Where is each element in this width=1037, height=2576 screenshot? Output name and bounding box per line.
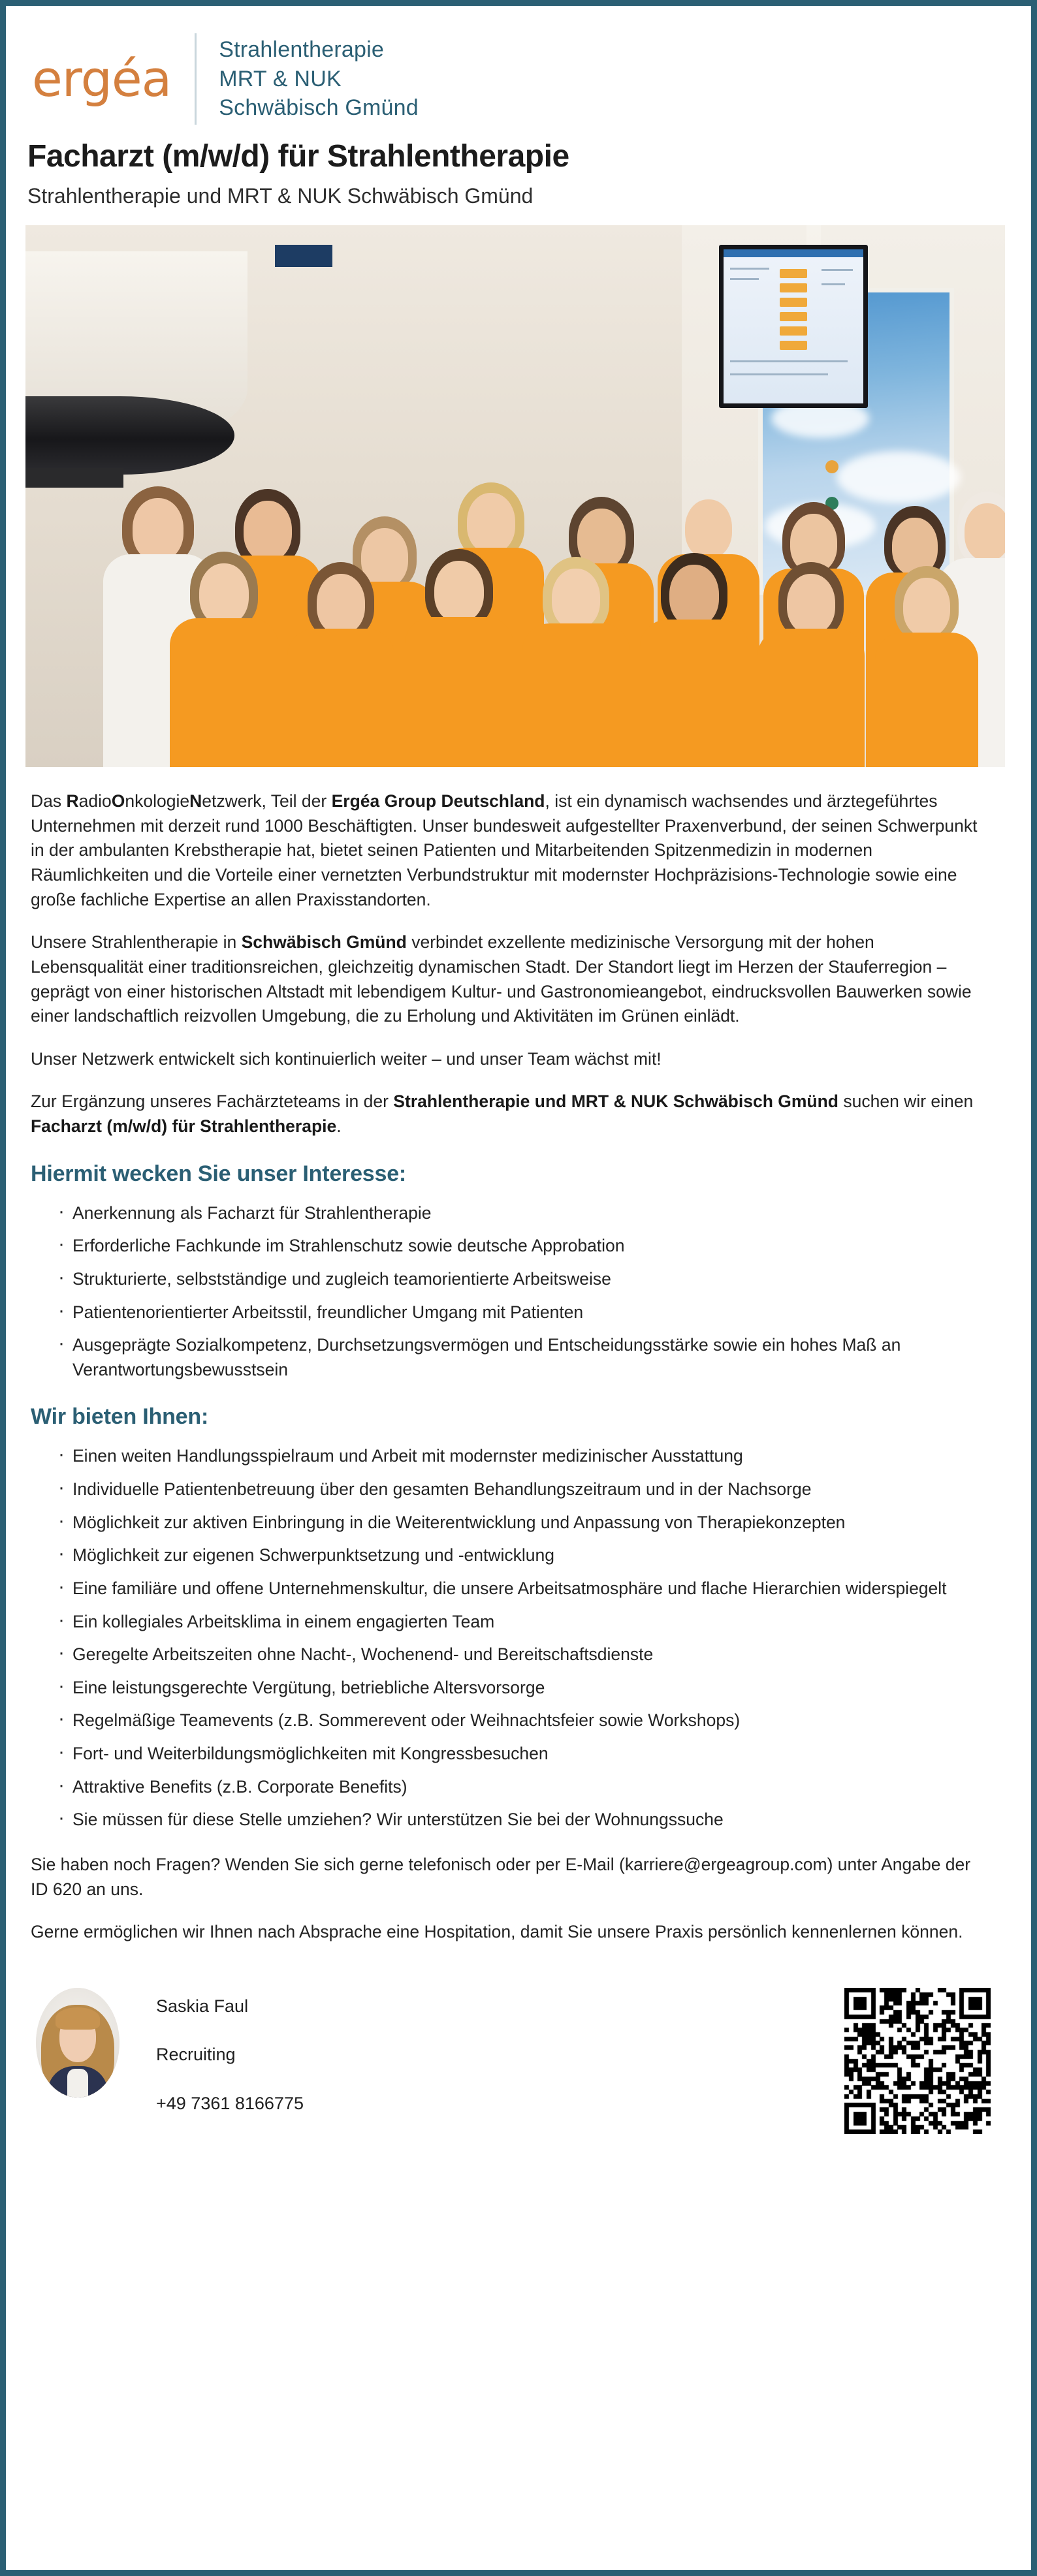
varian-logo-plate <box>275 245 332 267</box>
logo-divider <box>195 33 197 125</box>
team-member <box>639 552 749 767</box>
contact-details <box>120 1988 304 2114</box>
paragraph-company: Das RadioOnkologieNetzwerk, Teil der Ergéa Group Deutschland, ist ein dynamisch wachsendes und ärztegeführtes Unternehmen mit derzeit rund 1000 Beschäftigten. Unser bundesweit aufgestellter Praxenverbund, der seinen Schwerpunkt in der ambulanten Krebstherapie hat, bietet seinen Patienten und Mitarbeitenden Spitzenmedizin in modernen Räumlichkeiten und die Vorteile einer vernetzten Verbundstruktur mit modernster Hochpräzisions-Technologie sowie eine große fachliche Expertise an allen Praxisstandorten. <box>31 791 978 909</box>
page-title: Facharzt (m/w/d) für Strahlentherapie <box>27 139 569 174</box>
list-item: · Attraktive Benefits (z.B. Corporate Benefits) <box>58 1775 1000 1800</box>
list-item: · Regelmäßige Teamevents (z.B. Sommerevent oder Weihnachtsfeier sowie Workshops) <box>58 1708 1000 1733</box>
list-item: · Geregelte Arbeitszeiten ohne Nacht-, Wochenend- und Bereitschaftsdienste <box>58 1642 1000 1667</box>
avatar <box>36 1988 120 2097</box>
contact-footer <box>25 1963 1012 2134</box>
contact-name: Saskia Faul <box>156 1996 249 2016</box>
benefits-list <box>31 1444 1004 1832</box>
team-member <box>757 557 865 767</box>
paragraph-questions: Sie haben noch Fragen? Wenden Sie sich gerne telefonisch oder per E-Mail (karriere@ergeagroup.com) unter Angabe der ID 620 an uns. <box>31 1854 971 1899</box>
qr-code[interactable] <box>844 1988 991 2134</box>
page-inner <box>6 6 1031 2570</box>
team-photo <box>25 225 1005 767</box>
team-member <box>169 552 279 767</box>
photo-scene <box>25 225 1005 767</box>
list-item: · Eine familiäre und offene Unternehmenskultur, die unsere Arbeitsatmosphäre und flache Hierarchien widerspiegelt <box>58 1577 1000 1601</box>
list-item: · Möglichkeit zur aktiven Einbringung in die Weiterentwicklung und Anpassung von Therapiekonzepten <box>58 1511 1000 1535</box>
list-item: · Sie müssen für diese Stelle umziehen? Wir unterstützen Sie bei der Wohnungssuche <box>58 1808 1000 1832</box>
list-item: · Fort- und Weiterbildungsmöglichkeiten mit Kongressbesuchen <box>58 1742 1000 1767</box>
requirements-heading: Hiermit wecken Sie unser Interesse: <box>31 1161 407 1186</box>
page-subtitle: Strahlentherapie und MRT & NUK Schwäbisch Gmünd <box>27 183 534 208</box>
brand-line-1: Strahlentherapie <box>219 37 384 62</box>
paragraph-growth: Unser Netzwerk entwickelt sich kontinuierlich weiter – und unser Team wächst mit! <box>31 1048 662 1069</box>
list-item: · Anerkennung als Facharzt für Strahlentherapie <box>58 1201 1000 1226</box>
qr-canvas[interactable] <box>844 1988 991 2134</box>
paragraph-location: Unsere Strahlentherapie in Schwäbisch Gmünd verbindet exzellente medizinische Versorgung mit der hohen Lebensqualität einer traditionsreichen, gleichzeitig dynamischen Stadt. Der Standort liegt im Herzen der Stauferregion – geprägt von einer historischen Altstadt mit lebendigem Kultur- und Gastronomieangebot, eindrucksvollen Bauwerken sowie einer landschaftlich reizvollen Umgebung, die zu Erholung und Aktivitäten im Grünen einlädt. <box>31 932 972 1026</box>
list-item: · Erforderliche Fachkunde im Strahlenschutz sowie deutsche Approbation <box>58 1234 1000 1259</box>
paragraph-vacancy: Zur Ergänzung unseres Fachärzteteams in der Strahlentherapie und MRT & NUK Schwäbisch Gmünd suchen wir einen Facharzt (m/w/d) für Strahlentherapie. <box>31 1092 974 1137</box>
team-member <box>874 559 979 767</box>
list-item: · Eine leistungsgerechte Vergütung, betriebliche Altersvorsorge <box>58 1676 1000 1701</box>
closing-block <box>31 1841 1004 1945</box>
wall-monitor <box>719 245 868 408</box>
job-description <box>25 767 1012 1945</box>
monitor-titlebar <box>724 249 863 257</box>
ergea-logo: ergéa <box>32 50 172 108</box>
list-item: · Strukturierte, selbstständige und zugleich teamorientierte Arbeitsweise <box>58 1267 1000 1292</box>
list-item: · Möglichkeit zur eigenen Schwerpunktsetzung und -entwicklung <box>58 1543 1000 1568</box>
list-item: · Ausgeprägte Sozialkompetenz, Durchsetzungsvermögen und Entscheidungsstärke sowie ein hohes Maß an Verantwortungsbewusstsein <box>58 1333 1000 1382</box>
title-block <box>25 136 1012 208</box>
team-members <box>25 401 1005 767</box>
team-member <box>404 549 514 767</box>
brand-location-lines <box>219 35 419 123</box>
list-item: · Ein kollegiales Arbeitsklima in einem engagierten Team <box>58 1610 1000 1635</box>
team-member <box>522 554 630 767</box>
brand-line-2: MRT & NUK <box>219 66 342 91</box>
list-item: · Individuelle Patientenbetreuung über den gesamten Behandlungszeitraum und in der Nachsorge <box>58 1477 1000 1502</box>
list-item: · Patientenorientierter Arbeitsstil, freundlicher Umgang mit Patienten <box>58 1300 1000 1325</box>
brand-header <box>25 6 1012 136</box>
contact-phone[interactable]: +49 7361 8166775 <box>156 2093 304 2113</box>
contact-role: Recruiting <box>156 2045 236 2065</box>
requirements-list <box>31 1201 1004 1383</box>
team-member <box>287 558 395 767</box>
brand-line-3: Schwäbisch Gmünd <box>219 95 419 121</box>
paragraph-hospitation: Gerne ermöglichen wir Ihnen nach Absprache eine Hospitation, damit Sie unsere Praxis persönlich kennenlernen können. <box>31 1922 963 1942</box>
benefits-heading: Wir bieten Ihnen: <box>31 1404 209 1430</box>
monitor-screen <box>724 249 863 403</box>
list-item: · Einen weiten Handlungsspielraum und Arbeit mit modernster medizinischer Ausstattung <box>58 1444 1000 1469</box>
